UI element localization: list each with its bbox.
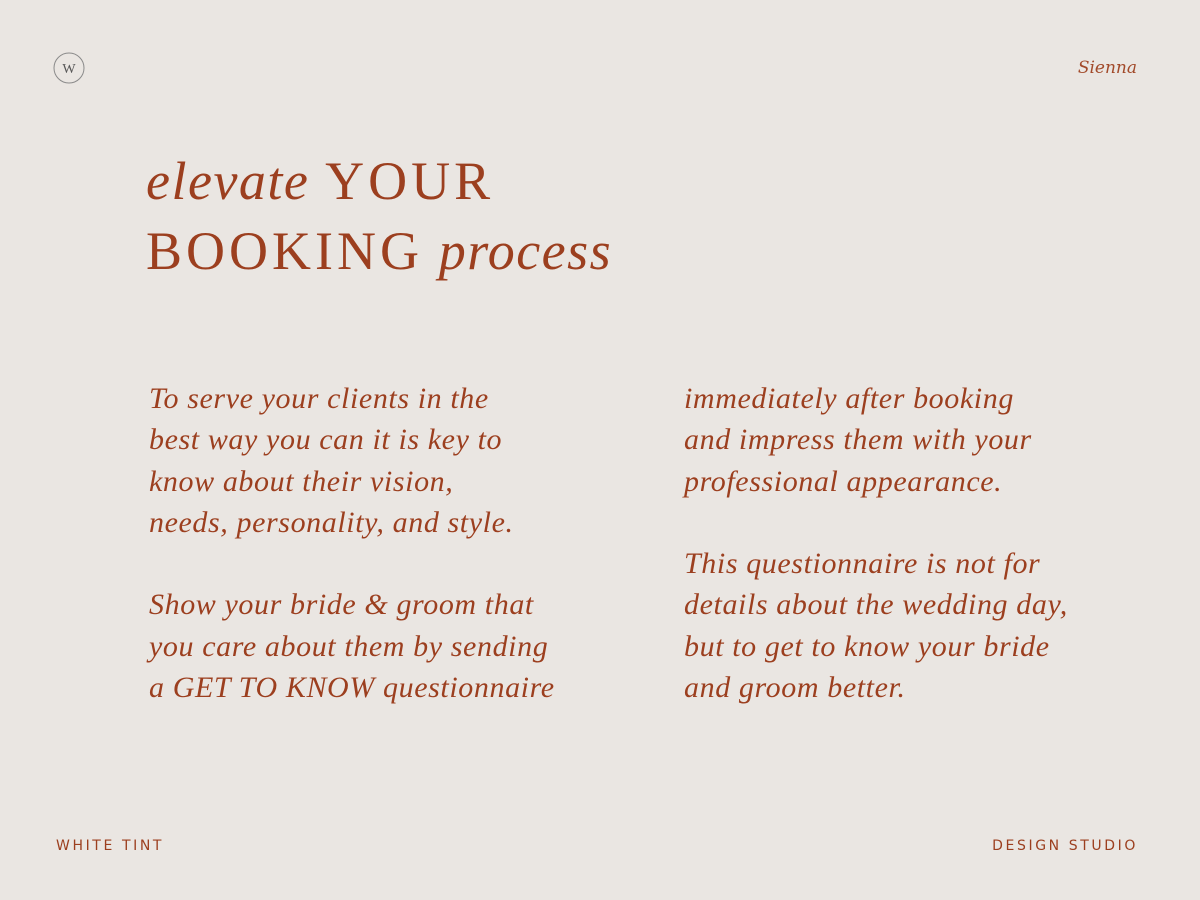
headline-word-your: YOUR <box>325 151 495 211</box>
body-line: needs, personality, and style. <box>149 505 514 539</box>
body-line: and groom better. <box>684 671 906 705</box>
footer-right-label: DESIGN STUDIO <box>992 838 1138 854</box>
right-column <box>684 378 1068 708</box>
left-paragraph-2 <box>149 584 555 708</box>
body-line: To serve your clients in the <box>149 382 489 415</box>
body-line: immediately after booking <box>684 382 1014 415</box>
left-column <box>149 378 555 708</box>
left-paragraph-1 <box>149 378 555 543</box>
right-paragraph-1 <box>684 378 1068 502</box>
footer-left-label: WHITE TINT <box>56 838 165 854</box>
headline-word-booking: BOOKING <box>146 221 423 281</box>
body-line: but to get to know your bride <box>684 629 1050 663</box>
brand-name: Sienna <box>1077 58 1137 78</box>
body-line: This questionnaire is not for <box>684 547 1041 581</box>
logo-mark-icon <box>53 52 85 84</box>
body-line: know about their vision, <box>149 464 454 498</box>
headline-word-elevate: elevate <box>146 151 310 211</box>
headline-word-process: process <box>438 221 613 281</box>
body-line: a GET TO KNOW questionnaire <box>149 671 555 705</box>
logo <box>53 52 85 84</box>
logo-letter: W <box>62 62 76 77</box>
body-line: Show your bride & groom that <box>149 588 534 622</box>
right-paragraph-2 <box>684 543 1068 708</box>
body-line: and impress them with your <box>684 423 1032 457</box>
body-line: best way you can it is key to <box>149 423 503 457</box>
body-line: professional appearance. <box>684 464 1003 498</box>
body-line: details about the wedding day, <box>684 588 1068 622</box>
page-title <box>146 146 612 286</box>
body-line: you care about them by sending <box>149 629 549 663</box>
